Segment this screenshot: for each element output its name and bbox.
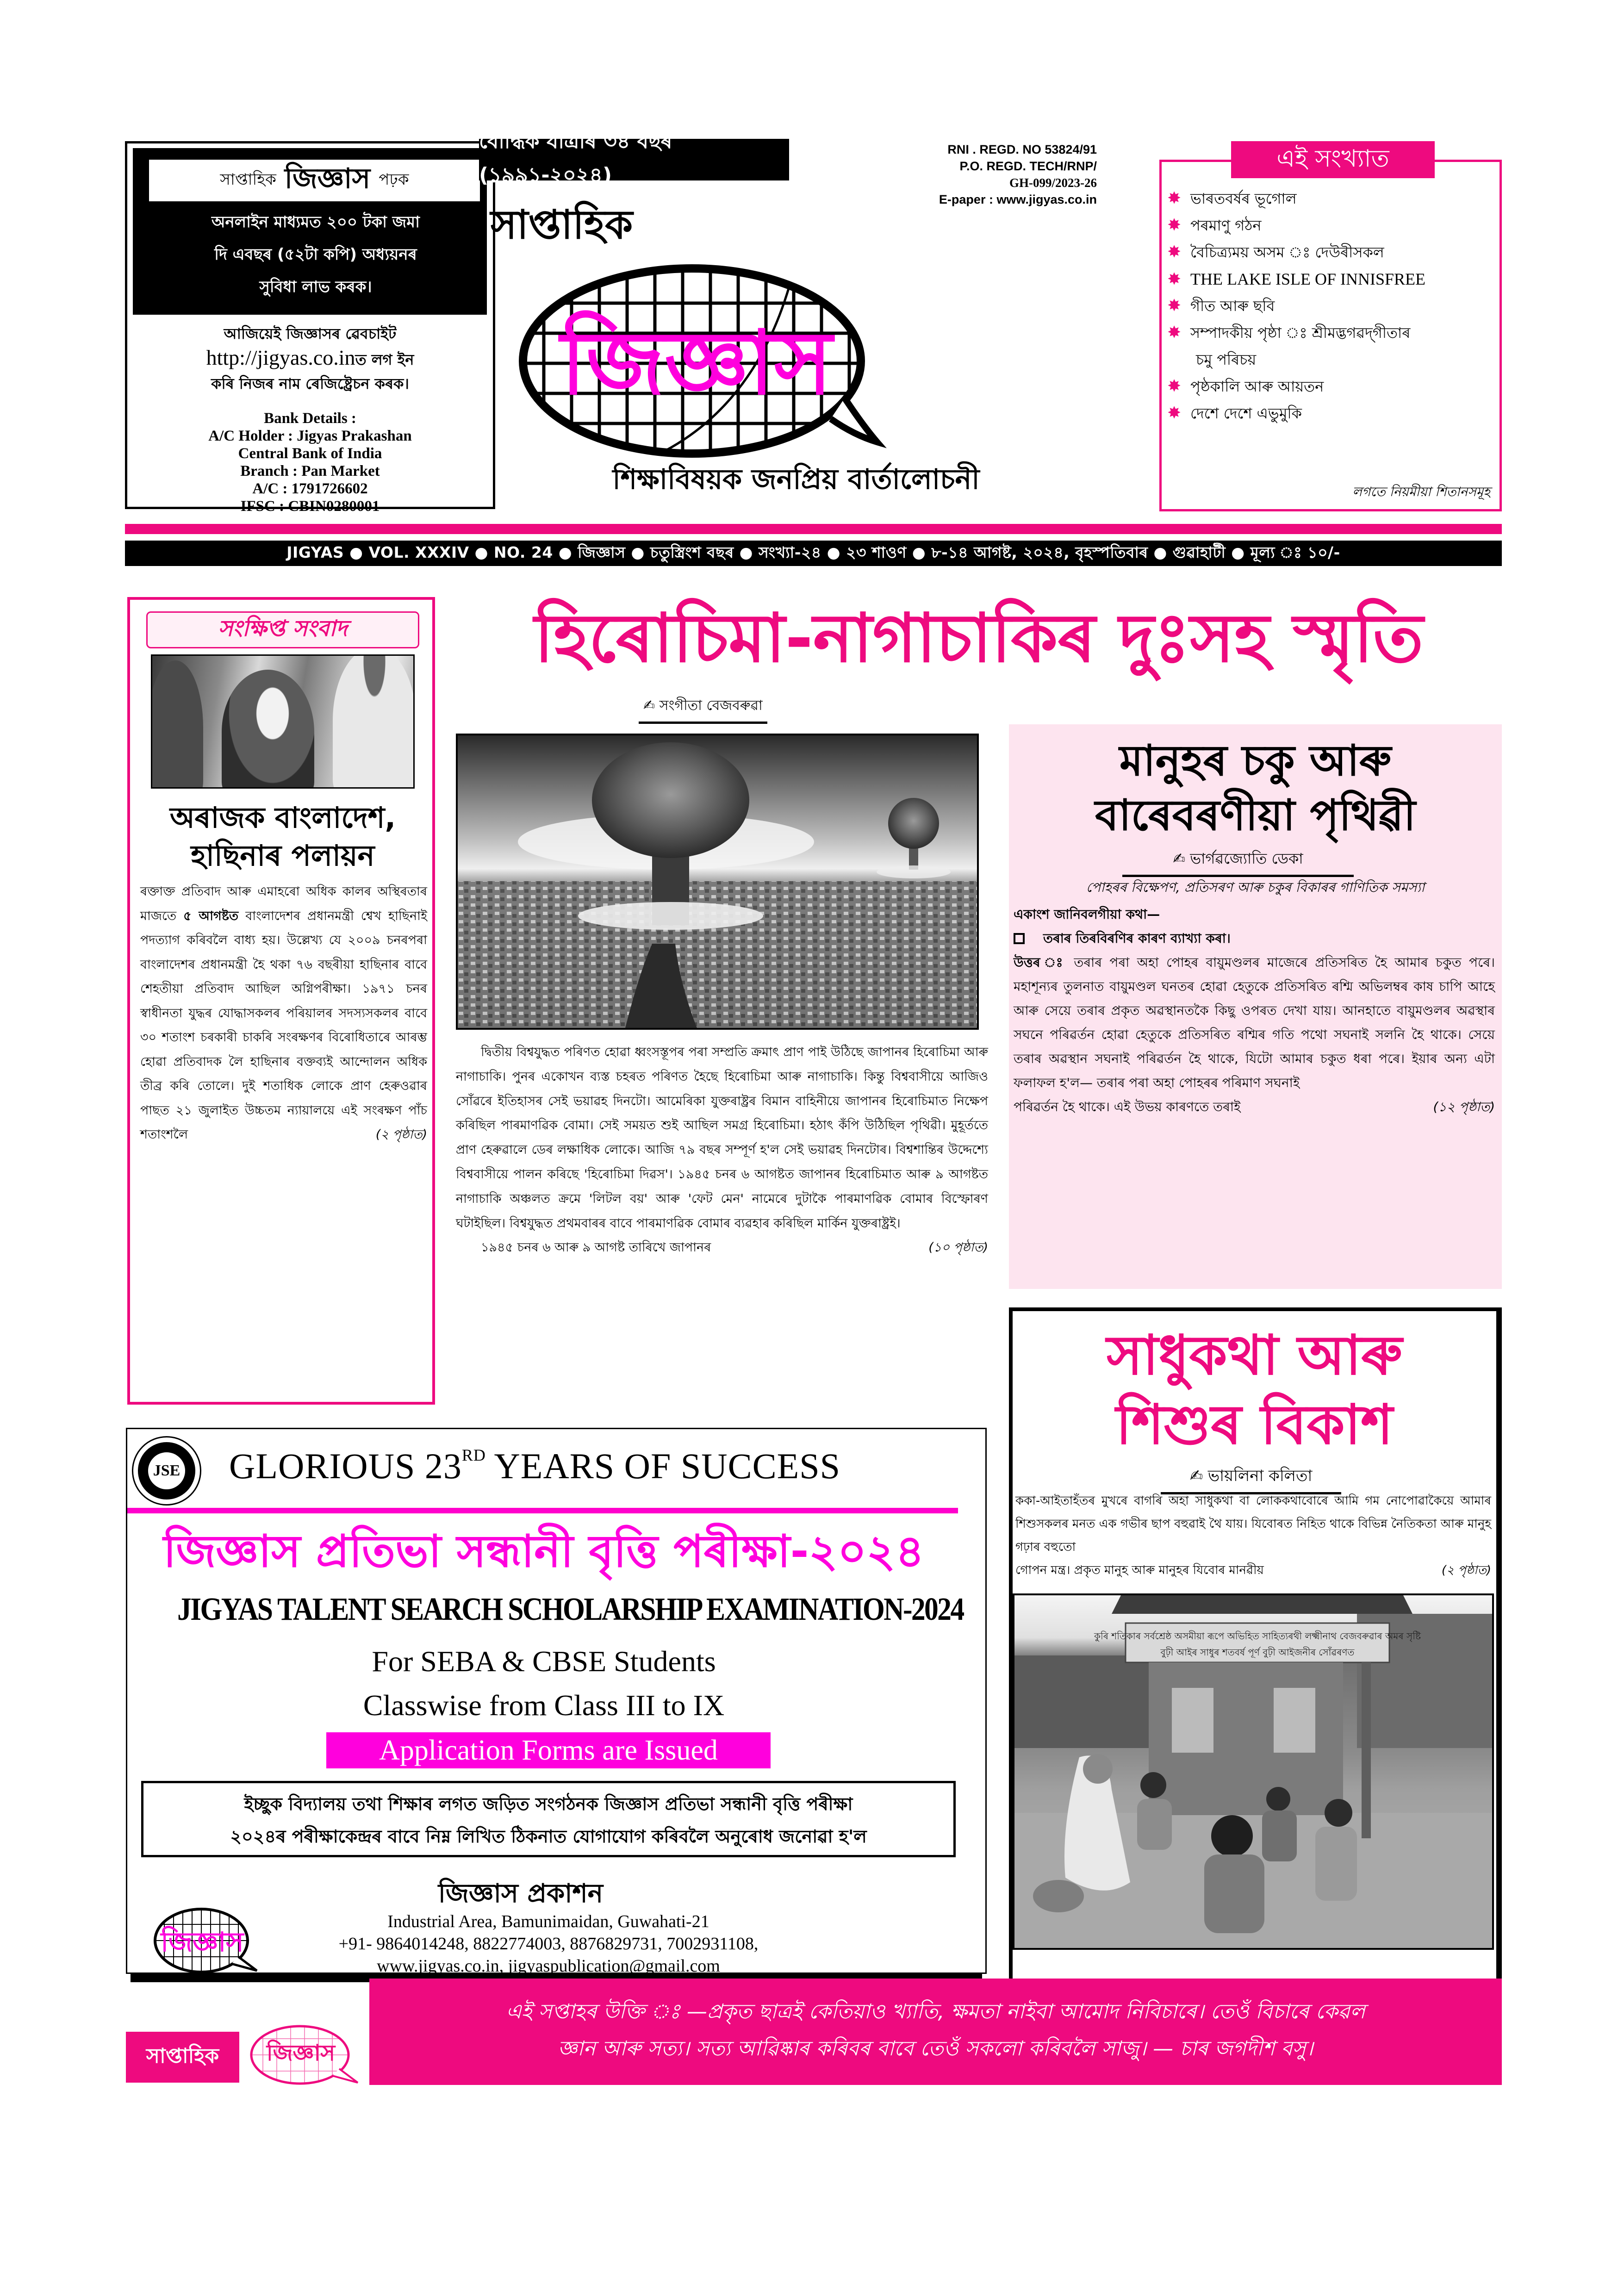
logo-text: জিজ্ঞাস: [161, 1926, 244, 1958]
offer-line: অনলাইন মাধ্যমত ২০০ টকা জমা: [212, 213, 420, 231]
subscription-title: [149, 160, 480, 201]
folk-article-byline: ✍ ভায়লিনা কলিতা: [1161, 1464, 1341, 1494]
scholarship-ad: [126, 1428, 987, 1974]
ad-title-english: JIGYAS TALENT SEARCH SCHOLARSHIP EXAMINATION-2024: [177, 1592, 964, 1627]
speech-bubble-grid-icon: [150, 1906, 261, 1975]
contents-item[interactable]: ✸ পৰমাণু গঠন: [1167, 212, 1500, 239]
brief-news-box: [127, 597, 435, 1405]
ad-title-assamese: জিজ্ঞাস প্ৰতিভা সন্ধানী বৃত্তি পৰীক্ষা-২০২৪: [163, 1525, 924, 1577]
pen-icon: ✍: [643, 697, 655, 714]
brief-news-headline: অৰাজক বাংলাদেশ, হাছিনাৰ পলায়ন: [169, 801, 396, 872]
reg-line: GH-099/2023-26: [1009, 176, 1097, 190]
web-email-links[interactable]: www.jigyas.co.in, jigyaspublication@gmail.com: [377, 1956, 720, 1976]
bank-line: A/C : 1791726602: [252, 480, 368, 497]
reg-line: P.O. REGD. TECH/RNP/: [959, 159, 1097, 173]
folk-article-headline: সাধুকথা আৰু শিশুৰ বিকাশ: [1106, 1323, 1403, 1456]
offer-line: দি এবছৰ (৫২টা কপি) অধ্যয়নৰ: [214, 245, 417, 264]
continued-link[interactable]: (২ পৃষ্ঠাত): [1441, 1563, 1491, 1577]
contents-footer: লগতে নিয়মীয়া শিতানসমূহ: [1352, 484, 1490, 499]
speech-bubble-grid-icon: [244, 2022, 365, 2087]
ad-classwise-line: Classwise from Class III to IX: [363, 1689, 725, 1722]
bank-line: Bank Details :: [264, 410, 356, 427]
subscription-web-instructions: [132, 322, 488, 396]
star-burst-icon: ✸: [1167, 404, 1182, 423]
contents-box: [1159, 160, 1502, 511]
eye-article-byline: ✍ ভাৰ্গৱজ্যোতি ডেকা: [1122, 847, 1354, 877]
folk-article-body: ককা-আইতাহঁতৰ মুখৰে বাগৰি অহা সাধুকথা বা লোককথাবোৰে আমি গম নোপোৱাকৈয়ে আমাৰ শিশুসকলৰ মনত এক গভীৰ ছাপ বহুৱাই থৈ যায়। যিবোৰত নিহিত থাকে বিভিন্ন নৈতিকতা আৰু মানুহ গঢ়াৰ বহুতো গোপন মন্ত্ৰ। প্ৰকৃত মানুহ আৰু মানুহৰ যিবোৰ মানৱীয় (২ পৃষ্ঠাত): [1013, 1489, 1494, 1582]
speech-bubble-grid-icon: [511, 259, 891, 463]
main-headline: হিৰোচিমা-নাগাচাকিৰ দুঃসহ স্মৃতি: [534, 599, 1424, 678]
journey-banner: বৌদ্ধিক যাত্ৰাৰ ৩৪ বছৰ (১৯৯১-২০২৪): [479, 139, 789, 180]
contents-item[interactable]: ✸ বৈচিত্ৰ্যময় অসম ঃ দেউৰীসকল: [1167, 239, 1500, 266]
continued-link[interactable]: (২ পৃষ্ঠাত): [375, 1127, 427, 1142]
storytelling-statues-image: [1014, 1595, 1494, 1950]
star-burst-icon: ✸: [1167, 377, 1182, 396]
logo-text: জিজ্ঞাস: [560, 312, 833, 414]
application-forms-banner: Application Forms are Issued: [326, 1732, 771, 1768]
subscription-box: [125, 141, 495, 515]
weekly-quote: এই সপ্তাহৰ উক্তি ঃ —প্ৰকৃত ছাত্ৰই কেতিয়াও খ্যাতি, ক্ষমতা নাইবা আমোদ নিবিচাৰে। তেওঁ বিচাৰে কেৱল জ্ঞান আৰু সত্য। সত্য আৱিষ্কাৰ কৰিবৰ বাবে তেওঁ সকলো কৰিবলৈ সাজু। — চাৰ জগদীশ বসু।: [369, 1979, 1502, 2085]
dateline-strip: JIGYAS ● VOL. XXXIV ● NO. 24 ● জিজ্ঞাস ● চতুস্ত্ৰিংশ বছৰ ● সংখ্যা-২৪ ● ২৩ শাওণ ● ৮-১৪ আগষ্ট, ২০২৪, বৃহস্পতিবাৰ ● গুৱাহাটী ● মূল্য ঃ ১০/-: [125, 541, 1502, 566]
brief-news-photo: [151, 654, 415, 789]
reg-line: RNI . REGD. NO 53824/91: [947, 143, 1097, 156]
ad-divider: [127, 1508, 958, 1513]
footer-saptahik-badge: সাপ্তাহিক: [126, 2032, 239, 2083]
seal-mark: JSE: [153, 1462, 180, 1479]
masthead-tagline: শিক্ষাবিষয়ক জনপ্ৰিয় বাৰ্তালোচনী: [612, 463, 980, 496]
website-link[interactable]: http://jigyas.co.in: [206, 346, 355, 369]
contents-item[interactable]: ✸ সম্পাদকীয় পৃষ্ঠা ঃ শ্ৰীমদ্ভগৱদ্‌গীতাৰ: [1167, 319, 1500, 346]
pen-icon: ✍: [1189, 1467, 1203, 1485]
brief-news-badge: সংক্ষিপ্ত সংবাদ: [146, 611, 419, 648]
publisher-name: জিজ্ঞাস প্ৰকাশন: [438, 1879, 604, 1909]
contents-item[interactable]: ✸ দেশে দেশে এভুমুকি: [1167, 400, 1500, 427]
contents-title: এই সংখ্যাত: [1231, 141, 1435, 178]
registration-info: [879, 141, 1097, 208]
star-burst-icon: ✸: [1167, 243, 1182, 261]
subscription-suffix: পঢ়ক: [379, 170, 409, 189]
ad-for-line: For SEBA & CBSE Students: [372, 1645, 716, 1678]
masthead-logo: [511, 259, 891, 463]
contents-item-continuation: চমু পৰিচয়: [1196, 351, 1257, 368]
logo-text: জিজ্ঞাস: [266, 2040, 336, 2066]
bank-line: Central Bank of India: [238, 445, 382, 462]
eye-article-subheading: পোহৰৰ বিক্ষেপণ, প্ৰতিসৰণ আৰু চকুৰ বিকাৰৰ গাণিতিক সমস্যা: [1086, 879, 1425, 895]
continued-link[interactable]: (১০ পৃষ্ঠাত): [928, 1240, 988, 1255]
phone-numbers[interactable]: +91- 9864014248, 8822774003, 8876829731, 7002931108,: [338, 1934, 759, 1954]
bank-line: IFSC : CBIN0280001: [240, 498, 380, 515]
star-burst-icon: ✸: [1167, 216, 1182, 235]
bank-details: [132, 410, 488, 515]
contents-item[interactable]: ✸ পৃষ্ঠকালি আৰু আয়তন: [1167, 373, 1500, 400]
web-line: আজিয়েই জিজ্ঞাসৰ ৱেবচাইট: [224, 325, 397, 342]
eye-article-headline: মানুহৰ চকু আৰু বাৰেবৰণীয়া পৃথিৱী: [1095, 736, 1416, 840]
continued-link[interactable]: (১২ পৃষ্ঠাত): [1433, 1099, 1495, 1114]
web-line: কৰি নিজৰ নাম ৰেজিষ্ট্ৰেচন কৰক।: [211, 375, 409, 392]
contents-item[interactable]: ✸ গীত আৰু ছবি: [1167, 292, 1500, 319]
main-byline: ✍ সংগীতা বেজবৰুৱা: [639, 694, 767, 724]
jse-seal-logo: [132, 1436, 201, 1506]
bank-line: A/C Holder : Jigyas Prakashan: [208, 428, 412, 444]
masthead-saptahik: সাপ্তাহিক: [491, 202, 633, 248]
photo-sign-line: কুৰি শতিকাৰ সৰ্বশ্ৰেষ্ঠ অসমীয়া ৰূপে অভিহিত সাহিত্যৰথী লক্ষ্মীনাথ বেজবৰুৱাৰ অমৰ সৃষ্টি: [1094, 1630, 1421, 1642]
subscription-prefix: সাপ্তাহিক: [220, 170, 276, 189]
subscription-offer-panel: [133, 148, 487, 315]
star-burst-icon: ✸: [1167, 296, 1182, 315]
subscription-offer-text: [142, 206, 489, 303]
offer-line: সুবিধা লাভ কৰক।: [259, 278, 372, 296]
main-article-photo: [456, 734, 979, 1030]
ad-notice-box: ইচ্ছুক বিদ্যালয় তথা শিক্ষাৰ লগত জড়িত সংগঠনক জিজ্ঞাস প্ৰতিভা সন্ধানী বৃত্তি পৰীক্ষা ২০২৪ৰ পৰীক্ষাকেন্দ্ৰৰ বাবে নিম্ন লিখিত ঠিকনাত যোগাযোগ কৰিবলৈ অনুৰোধ জনোৱা হ'ল: [141, 1781, 956, 1857]
ad-glorious-heading: GLORIOUS 23RD YEARS OF SUCCESS: [229, 1446, 841, 1486]
eye-article-box: [1009, 724, 1502, 1289]
address: Industrial Area, Bamunimaidan, Guwahati-21: [387, 1912, 709, 1931]
folk-article-photo: [1013, 1593, 1494, 1950]
checkbox-square-icon: [1014, 933, 1025, 944]
question-item: তৰাৰ তিৰবিৰণিৰ কাৰণ ব্যাখ্যা কৰা।: [1014, 927, 1495, 951]
eye-article-body: একাংশ জানিবলগীয়া কথা— তৰাৰ তিৰবিৰণিৰ কাৰণ ব্যাখ্যা কৰা। উত্তৰ ঃ তৰাৰ পৰা অহা পোহৰ বায়ুমণ্ডলৰ মাজেৰে প্ৰতিসৰিত হৈ আমাৰ চকুত পৰে। মহাশূন্যৰ তুলনাত বায়ুমণ্ডল ঘনতৰ হোৱা হেতুকে প্ৰতিসৰিত ৰশ্মি অভিলম্বৰ কাষ চাপি আহে আৰু সেয়ে তৰাৰ প্ৰকৃত অৱস্থানতকৈ কিছু ওপৰত দেখা যায়। আনহাতে বায়ুমণ্ডলৰ অৱস্থাৰ সঘনে পৰিৱৰ্তন হোৱা হেতুকে প্ৰতিসৰিত ৰশ্মিৰ গতি পথো সঘনাই সলনি হৈ থাকে। সেয়ে তৰাৰ অৱস্থান সঘনাই পৰিৱৰ্তন হৈ থাকে, যিটো আমাৰ চকুত ধৰা পৰে। ইয়াৰ অন্য এটা ফলাফল হ'ল— তৰাৰ পৰা অহা পোহৰৰ পৰিমাণ সঘনাই পৰিৱৰ্তন হৈ থাকে। এই উভয় কাৰণতে তৰাই (১২ পৃষ্ঠাত): [1014, 902, 1495, 1119]
star-burst-icon: ✸: [1167, 189, 1182, 208]
epaper-link[interactable]: E-paper : www.jigyas.co.in: [939, 193, 1097, 206]
main-article-body: দ্বিতীয় বিশ্বযুদ্ধত পৰিণত হোৱা ধ্বংসস্তূপৰ পৰা সম্প্ৰতি ক্ৰমাৎ প্ৰাণ পাই উঠিছে জাপানৰ হিৰোচিমা আৰু নাগাচাকি। পুনৰ একোখন ব্যস্ত চহৰত পৰিণত হৈছে হিৰোচিমা আৰু নাগাচাকি। কিন্তু বিশ্ববাসীয়ে আজিও সোঁৱৰে ইতিহাসৰ সেই ভয়াৱহ দিনটো। আমেৰিকা যুক্তৰাষ্ট্ৰৰ বিমান বাহিনীয়ে জাপানৰ হিৰোচিমাত নিক্ষেপ কৰিছিল পাৰমাণৱিক বোমা। সেই সময়ত শুই আছিল সমগ্ৰ হিৰোচিমা। হঠাৎ কঁপি উঠিছিল পৃথিৱী। মুহূৰ্ততে প্ৰাণ হেৰুৱালে ডেৰ লক্ষাধিক লোকে। আজি ৭৯ বছৰ সম্পূৰ্ণ হ'ল সেই ভয়াৱহ দিনটোৰ। বিশ্বশান্তিৰ উদ্দেশ্যে বিশ্ববাসীয়ে পালন কৰিছে 'হিৰোচিমা দিৱস'। ১৯৪৫ চনৰ ৬ আগষ্টত জাপানৰ হিৰোচিমাত আৰু ৯ আগষ্টত নাগাচাকি অঞ্চলত ক্ৰমে 'লিটল বয়' আৰু 'ফেট মেন' নামেৰে দুটাকৈ পাৰমাণৱিক বোমাৰ বিস্ফোৰণ ঘটাইছিল। বিশ্বযুদ্ধত প্ৰথমবাৰৰ বাবে পাৰমাণৱিক বোমাৰ ব্যৱহাৰ কৰিছিল মাৰ্কিন যুক্তৰাষ্ট্ৰই। ১৯৪৫ চনৰ ৬ আৰু ৯ আগষ্ট তাৰিখে জাপানৰ (১০ পৃষ্ঠাত): [456, 1040, 988, 1260]
footer-logo: [244, 2022, 365, 2087]
contents-list: [1167, 185, 1500, 427]
web-url-suffix: ত লগ ইন: [355, 351, 414, 368]
brief-news-body: ৰক্তাক্ত প্ৰতিবাদ আৰু এমাহৰো অধিক কালৰ অস্থিৰতাৰ মাজতে ৫ আগষ্টত বাংলাদেশৰ প্ৰধানমন্ত্ৰী শ্বেখ হাছিনাই পদত্যাগ কৰিবলৈ বাধ্য হয়। উল্লেখ্য যে ২০০৯ চনৰপৰা বাংলাদেশৰ প্ৰধানমন্ত্ৰী হৈ থকা ৭৬ বছৰীয়া হাছিনাৰ বাবে শেহতীয়া প্ৰতিবাদ আছিল অগ্নিপৰীক্ষা। ১৯৭১ চনৰ স্বাধীনতা যুদ্ধৰ যোদ্ধাসকলৰ পৰিয়ালৰ সদস্যসকলৰ বাবে ৩০ শতাংশ চৰকাৰী চাকৰি সংৰক্ষণৰ বিৰোধিতাৰে আৰম্ভ হোৱা প্ৰতিবাদক লৈ হাছিনাৰ বক্তব্যই আন্দোলন অধিক তীব্ৰ কৰি তোলে। দুই শতাধিক লোকে প্ৰাণ হেৰুওৱাৰ পাছত ২১ জুলাইত উচ্চতম ন্যায়ালয়ে এই সংৰক্ষণ পাঁচ শতাংশলৈ (২ পৃষ্ঠাত): [140, 880, 427, 1147]
folk-article-box: [1009, 1307, 1502, 1988]
contents-item[interactable]: ✸ ভাৰতবৰ্ষৰ ভূগোল: [1167, 185, 1500, 212]
contents-item[interactable]: ✸ THE LAKE ISLE OF INNISFREE: [1167, 266, 1500, 292]
publisher-contacts: [294, 1910, 803, 1977]
publisher-logo: [150, 1906, 261, 1975]
pen-icon: ✍: [1173, 850, 1186, 867]
photo-sign-line: বুঢ়ী আইৰ সাধুৰ শতবৰ্ষ পূৰ্ণ বুঢ়ী আইজনীৰ সোঁৱৰণত: [1160, 1647, 1355, 1658]
bank-line: Branch : Pan Market: [240, 463, 380, 479]
pink-divider: [125, 524, 1502, 534]
star-burst-icon: ✸: [1167, 270, 1182, 288]
mushroom-cloud-image: [458, 735, 979, 1030]
subscription-brand: জিজ্ঞাস: [284, 162, 371, 195]
star-burst-icon: ✸: [1167, 323, 1182, 342]
